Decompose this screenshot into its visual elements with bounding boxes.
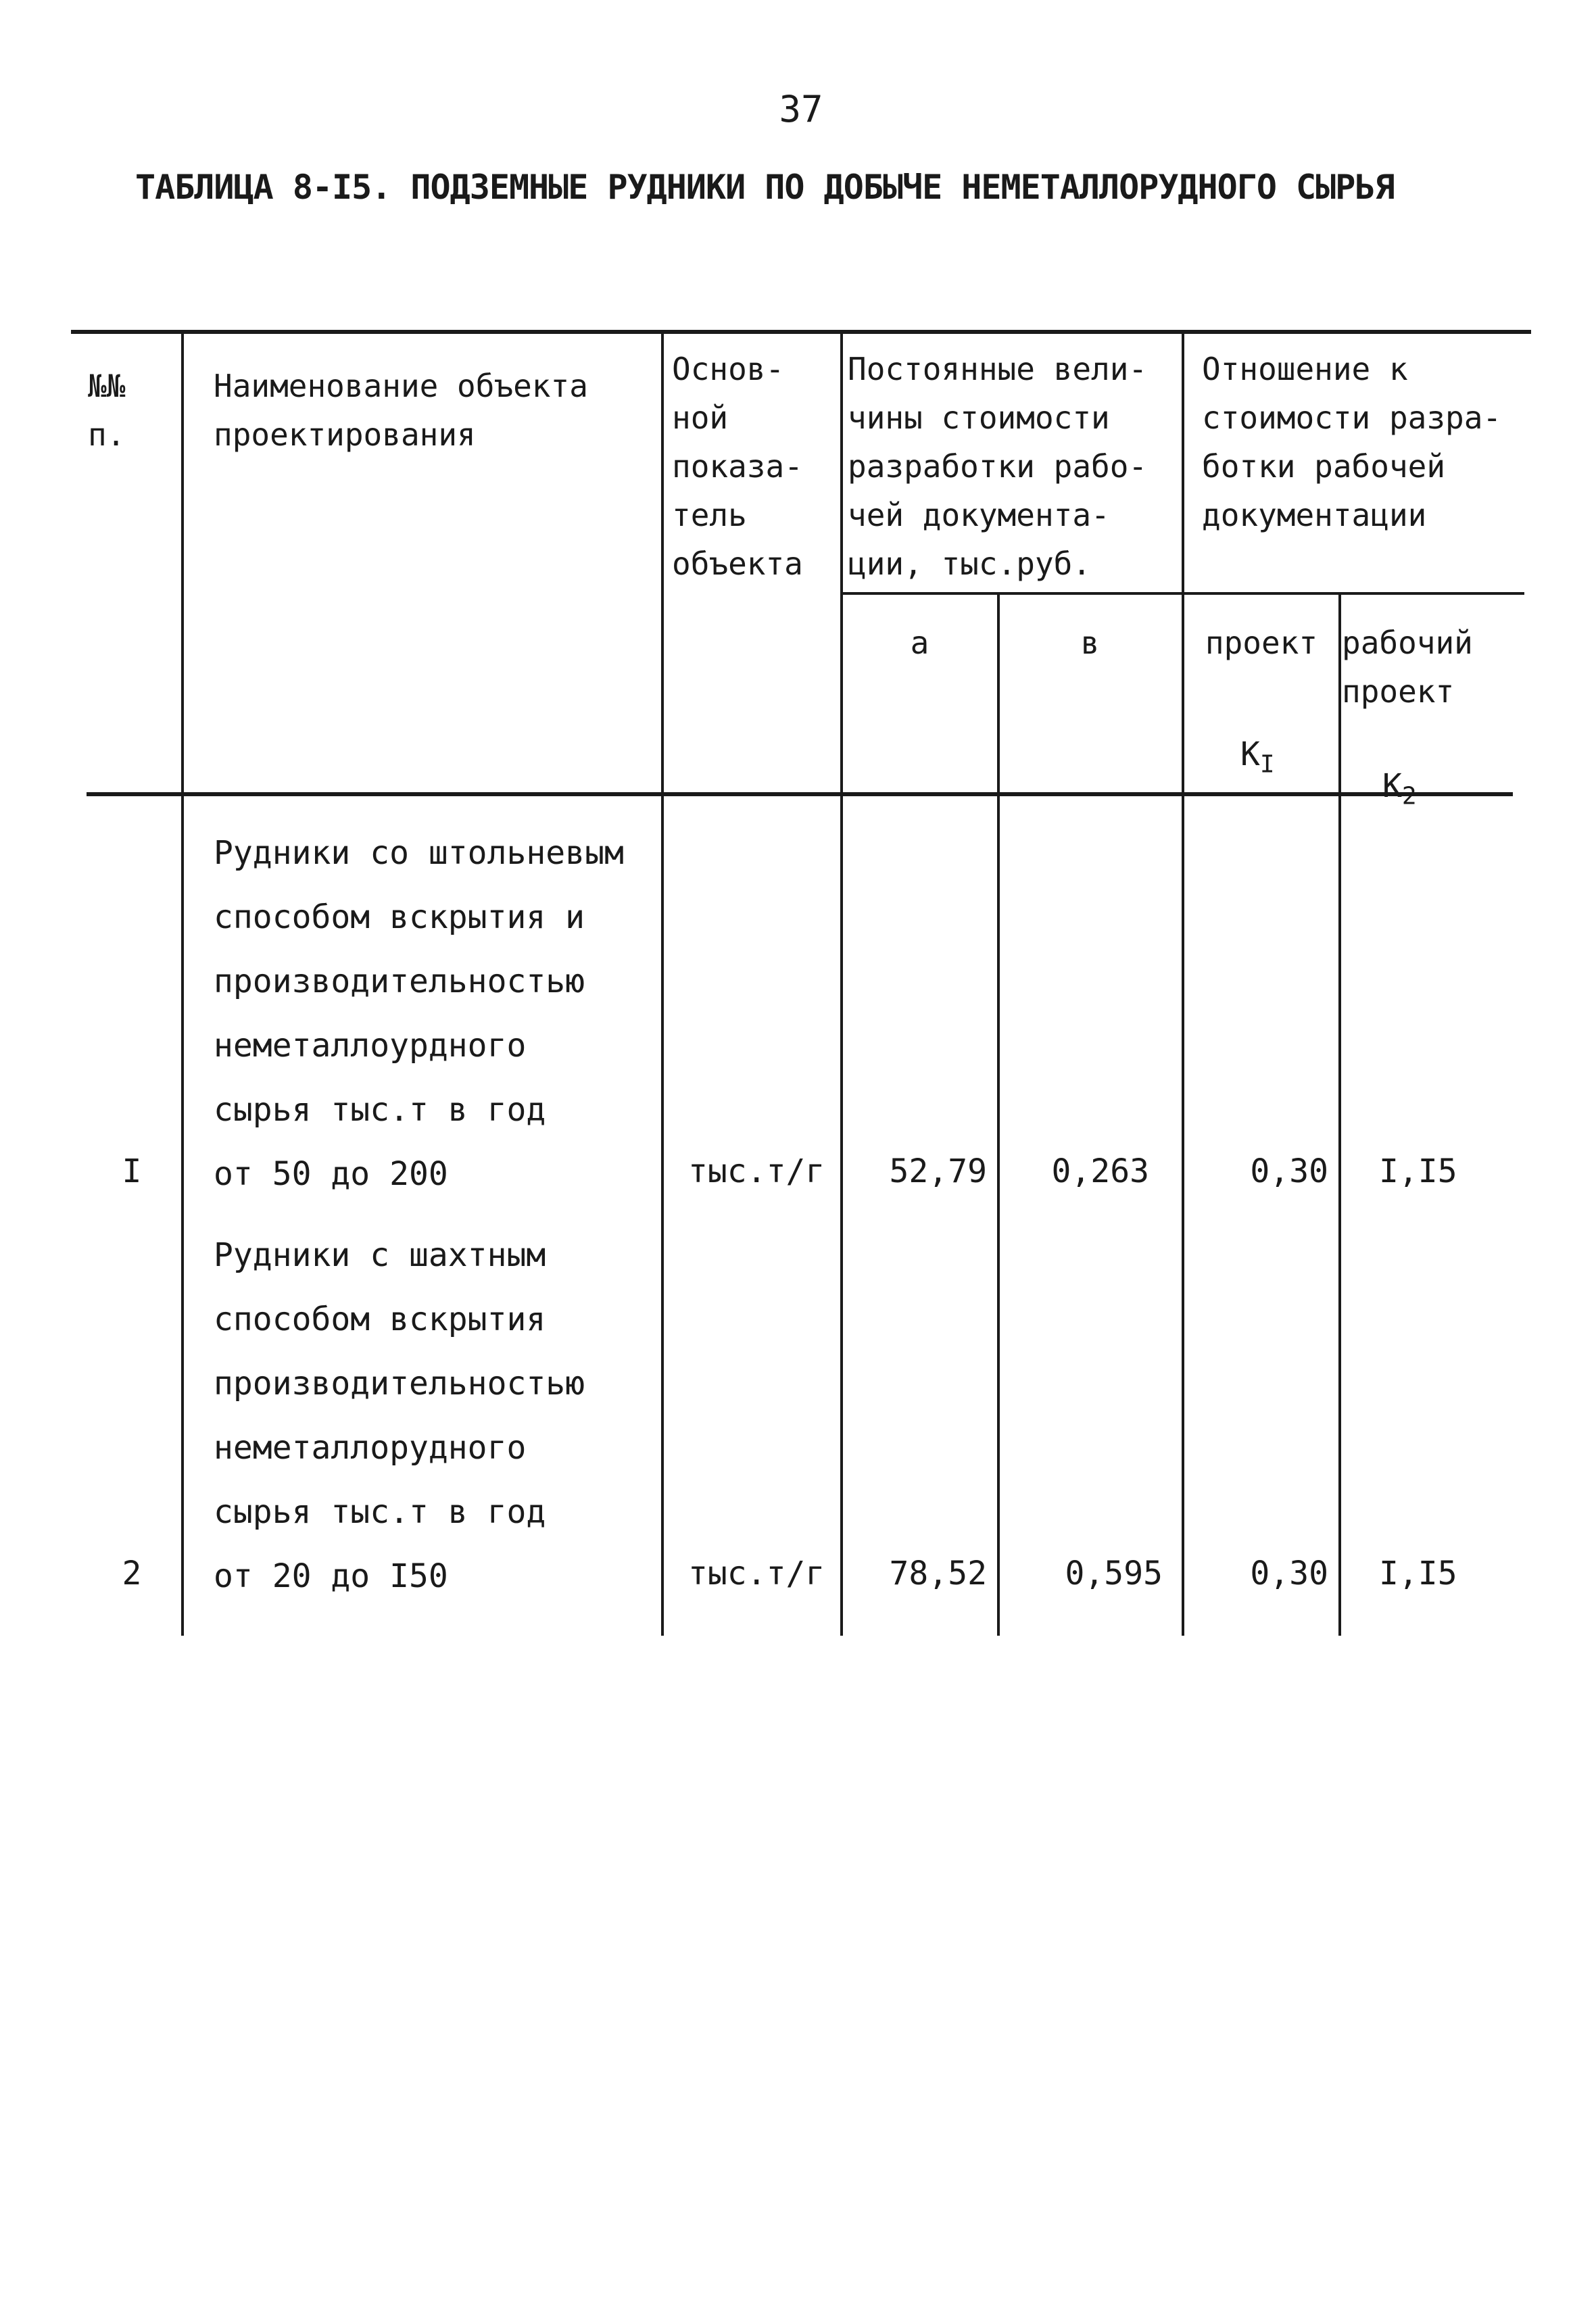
- header-constant-values: Постоянные вели- чины стоимости разработки рабо- чей документа- ции, тыс.руб.: [848, 351, 1148, 582]
- table-top-rule: [71, 330, 1531, 334]
- header-bottom-rule: [87, 792, 1513, 796]
- header-object-name: Наименование объекта проектирования: [214, 368, 588, 453]
- col-divider-1: [181, 331, 184, 1636]
- k2-letter: К: [1382, 767, 1402, 805]
- header-sub-a: а: [910, 625, 929, 661]
- row-value-b: 0,595: [1065, 1555, 1163, 1592]
- header-cost-ratio: Отношение к стоимости разра- ботки рабочей документации: [1202, 351, 1502, 533]
- row-number: I: [122, 1152, 142, 1190]
- col-divider-3: [840, 331, 843, 1636]
- row-value-k2: I,I5: [1379, 1152, 1457, 1190]
- header-k2-symbol: [1382, 713, 1464, 821]
- row-object-name: Рудники с шахтным способом вскрытия производительностью неметаллорудного сырья тыс.т в год от 20 до I50: [214, 1236, 585, 1595]
- header-number: №№ п.: [88, 368, 126, 453]
- row-value-k1: 0,30: [1250, 1555, 1328, 1592]
- col-divider-5: [1182, 331, 1184, 1636]
- row-object-name: Рудники со штольневым способом вскрытия и производительностью неметаллоурдного сырья тыс.т в год от 50 до 200: [214, 834, 624, 1193]
- col-divider-2: [661, 331, 664, 1636]
- header-k1-symbol: [1240, 681, 1322, 789]
- row-value-b: 0,263: [1051, 1152, 1149, 1190]
- row-indicator: тыс.т/г: [688, 1555, 825, 1592]
- header-main-indicator: Основ- ной показа- тель объекта: [672, 351, 803, 582]
- col-divider-6: [1338, 593, 1341, 1636]
- k1-letter: К: [1240, 735, 1260, 773]
- header-sub-b: в: [1080, 625, 1100, 661]
- page-number: 37: [779, 88, 823, 130]
- row-value-k1: 0,30: [1250, 1152, 1328, 1190]
- row-value-a: 52,79: [889, 1152, 987, 1190]
- k2-index: 2: [1401, 782, 1417, 810]
- table-title: ТАБЛИЦА 8-I5. ПОДЗЕМНЫЕ РУДНИКИ ПО ДОБЫЧЕ НЕМЕТАЛЛОРУДНОГО СЫРЬЯ: [135, 168, 1395, 207]
- col-divider-4: [997, 593, 1000, 1636]
- row-value-k2: I,I5: [1379, 1555, 1457, 1592]
- header-sub-project: проект: [1205, 625, 1318, 661]
- header-sub-working-project: рабочий проект: [1342, 625, 1473, 710]
- k1-index: I: [1259, 750, 1275, 779]
- row-indicator: тыс.т/г: [688, 1152, 825, 1190]
- row-value-a: 78,52: [889, 1555, 987, 1592]
- row-number: 2: [122, 1555, 142, 1592]
